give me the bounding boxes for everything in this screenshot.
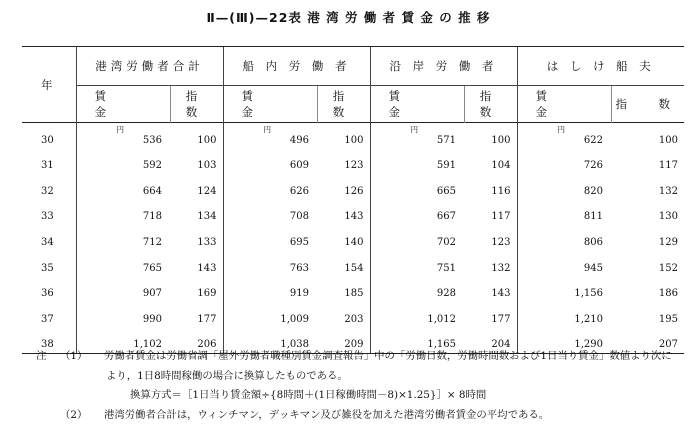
year-cell: 37	[22, 302, 76, 328]
wage-cell: 990	[76, 302, 170, 328]
wage-cell: 919	[223, 277, 317, 303]
wage-cell: 667	[370, 200, 464, 226]
index-cell: 104	[491, 160, 511, 172]
index-cell: 154	[344, 262, 364, 274]
table-row	[22, 251, 684, 277]
year-cell: 36	[22, 277, 76, 303]
wage-cell: 609	[223, 149, 317, 175]
index-cell: 140	[344, 236, 364, 248]
note-2-text: 港湾労働者合計は，ウィンチマン，デッキマン及び雑役を加えた港湾労働者賃金の平均である。	[104, 408, 550, 421]
table-row	[22, 123, 684, 149]
unit-label: 円	[557, 125, 565, 134]
group-header-lighter: は し け 船 夫	[517, 47, 684, 86]
wage-cell: 811	[517, 200, 611, 226]
wage-cell: 695	[223, 225, 317, 251]
index-cell: 117	[658, 160, 678, 172]
index-cell: 177	[491, 313, 511, 325]
wage-cell: 1,210	[517, 302, 611, 328]
index-cell: 132	[491, 262, 511, 274]
table-row	[22, 174, 684, 200]
wage-cell: 591	[370, 149, 464, 175]
index-cell: 185	[344, 288, 364, 300]
year-cell: 38	[22, 328, 76, 354]
wage-cell: 907	[76, 277, 170, 303]
index-cell: 100	[658, 134, 678, 146]
table-row	[22, 225, 684, 251]
table-row	[22, 302, 684, 328]
index-cell: 209	[317, 328, 370, 354]
group-header-shore: 沿 岸 労 働 者	[370, 47, 517, 86]
group-header-shipboard: 船 内 労 働 者	[223, 47, 370, 86]
wage-cell: 円 496	[223, 123, 317, 149]
index-cell: 177	[197, 313, 217, 325]
index-cell: 117	[491, 211, 511, 223]
index-cell: 123	[491, 236, 511, 248]
index-cell: 100	[197, 134, 217, 146]
index-cell: 116	[491, 185, 511, 197]
wage-header: 賃 金	[370, 86, 464, 123]
wage-cell: 665	[370, 174, 464, 200]
wage-cell: 592	[76, 149, 170, 175]
wage-cell: 751	[370, 251, 464, 277]
index-header: 指 数	[170, 86, 223, 123]
wage-cell: 1,102	[76, 328, 170, 354]
index-cell: 152	[658, 262, 678, 274]
table-row	[22, 277, 684, 303]
wage-cell: 円 571	[370, 123, 464, 149]
wage-cell: 1,156	[517, 277, 611, 303]
index-header: 指 数	[464, 86, 517, 123]
wage-table	[22, 46, 684, 354]
wage-cell: 712	[76, 225, 170, 251]
note-1-text: 労働者賃金は労働省調「屋外労働者職種別賃金調査報告」中の「労働日数，労働時間数および1日当り賃金」数値より次に	[104, 350, 672, 362]
unit-label: 円	[116, 125, 124, 134]
year-header: 年	[22, 47, 76, 123]
wage-header: 賃 金	[223, 86, 317, 123]
index-cell: 123	[344, 160, 364, 172]
wage-cell: 726	[517, 149, 611, 175]
conversion-formula: 換算方式＝［1日当り賃金額÷{8時間＋(1日稼働時間－8)×1.25}］× 8時間	[130, 389, 487, 401]
year-cell: 31	[22, 149, 76, 175]
note-1-line-1	[36, 347, 686, 367]
index-cell: 195	[658, 313, 678, 325]
unit-label: 円	[410, 125, 418, 134]
index-cell: 143	[197, 262, 217, 274]
year-cell: 33	[22, 200, 76, 226]
wage-cell: 702	[370, 225, 464, 251]
index-cell: 206	[170, 328, 223, 354]
index-header: 指 数	[611, 86, 684, 123]
wage-cell: 1,290	[517, 328, 611, 354]
wage-cell: 820	[517, 174, 611, 200]
index-cell: 130	[658, 211, 678, 223]
index-cell: 124	[197, 185, 217, 197]
table-row	[22, 149, 684, 175]
year-cell: 32	[22, 174, 76, 200]
index-header: 指 数	[317, 86, 370, 123]
wage-cell: 664	[76, 174, 170, 200]
note-1-number: （1）	[60, 350, 88, 362]
index-cell: 204	[464, 328, 517, 354]
year-cell: 35	[22, 251, 76, 277]
wage-cell: 円 536	[76, 123, 170, 149]
index-cell: 143	[344, 211, 364, 223]
index-cell: 207	[611, 328, 684, 354]
wage-cell: 1,038	[223, 328, 317, 354]
note-1-line-2: より，1日8時間稼働の場合に換算したものである。	[106, 369, 348, 382]
footnotes	[36, 347, 686, 425]
wage-cell: 1,009	[223, 302, 317, 328]
wage-cell: 708	[223, 200, 317, 226]
note-mark: 注	[36, 350, 47, 362]
wage-cell: 806	[517, 225, 611, 251]
index-cell: 100	[344, 134, 364, 146]
wage-cell: 765	[76, 251, 170, 277]
group-header-total: 港湾労働者合計	[76, 47, 223, 86]
wage-cell: 763	[223, 251, 317, 277]
index-cell: 132	[658, 185, 678, 197]
note-2	[36, 406, 686, 426]
table-title: Ⅱ—(Ⅲ)—22表 港 湾 労 働 者 賃 金 の 推 移	[206, 10, 491, 25]
table-row	[22, 200, 684, 226]
index-cell: 103	[197, 160, 217, 172]
note-2-number: （2）	[60, 408, 88, 421]
index-cell: 143	[491, 288, 511, 300]
index-cell: 203	[344, 313, 364, 325]
wage-cell: 945	[517, 251, 611, 277]
index-cell: 100	[491, 134, 511, 146]
wage-cell: 円 622	[517, 123, 611, 149]
index-cell: 126	[344, 185, 364, 197]
wage-header: 賃 金	[517, 86, 611, 123]
wage-header: 賃 金	[76, 86, 170, 123]
wage-cell: 1,012	[370, 302, 464, 328]
index-cell: 133	[197, 236, 217, 248]
index-cell: 169	[197, 288, 217, 300]
year-cell: 30	[22, 123, 76, 149]
year-cell: 34	[22, 225, 76, 251]
index-cell: 186	[658, 288, 678, 300]
unit-label: 円	[263, 125, 271, 134]
wage-cell: 1,165	[370, 328, 464, 354]
index-cell: 134	[197, 211, 217, 223]
wage-cell: 718	[76, 200, 170, 226]
wage-cell: 626	[223, 174, 317, 200]
wage-cell: 928	[370, 277, 464, 303]
index-cell: 129	[658, 236, 678, 248]
